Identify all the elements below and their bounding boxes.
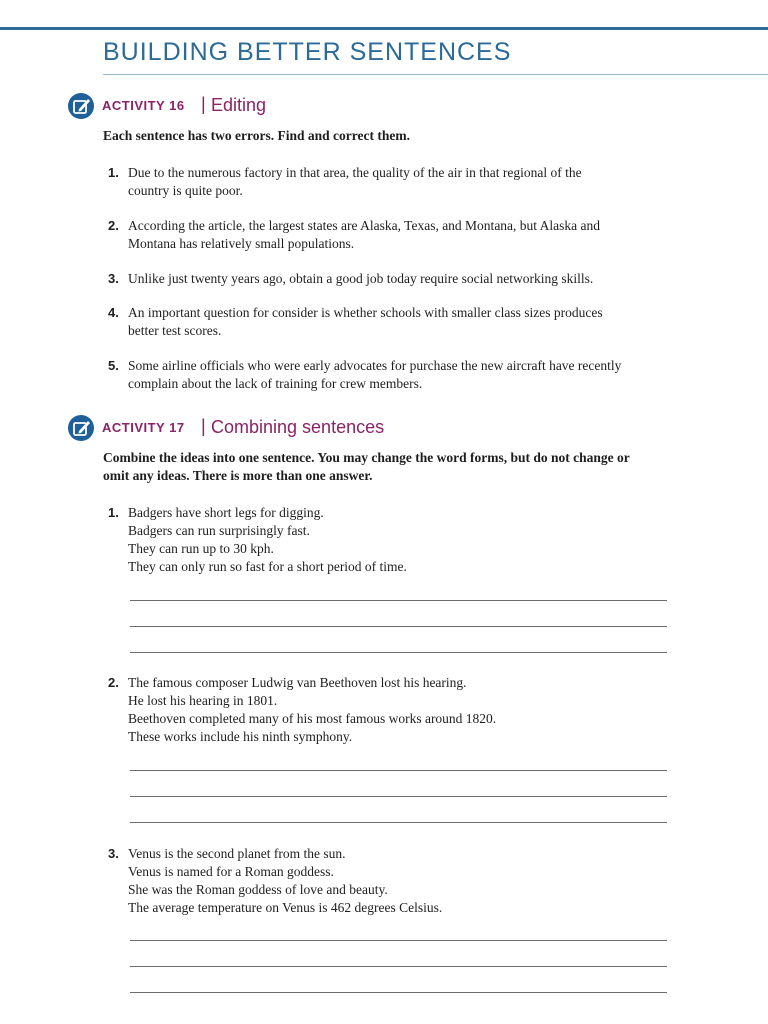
- item-text: [128, 217, 668, 253]
- activity-17-instructions: [103, 449, 663, 485]
- answer-line[interactable]: [130, 992, 667, 993]
- item-text: [128, 270, 668, 288]
- item-text: [128, 304, 668, 340]
- item-line: Badgers have short legs for digging.: [128, 505, 324, 520]
- answer-line[interactable]: [130, 966, 667, 967]
- answer-line[interactable]: [130, 770, 667, 771]
- item-number: 5.: [108, 358, 119, 373]
- item-line: complain about the lack of training for crew members.: [128, 376, 423, 391]
- item-line: Some airline officials who were early advocates for purchase the new aircraft have recently: [128, 358, 622, 373]
- activity-16-label: ACTIVITY 16: [102, 98, 185, 113]
- item-text: [128, 845, 668, 917]
- item-line: Unlike just twenty years ago, obtain a good job today require social networking skills.: [128, 271, 594, 286]
- item-line: They can only run so fast for a short period of time.: [128, 559, 407, 574]
- instructions-line: Combine the ideas into one sentence. You may change the word forms, but do not change or: [103, 450, 630, 465]
- answer-line[interactable]: [130, 796, 667, 797]
- item-line: country is quite poor.: [128, 183, 243, 198]
- item-line: These works include his ninth symphony.: [128, 729, 353, 744]
- item-line: He lost his hearing in 1801.: [128, 693, 278, 708]
- item-line: An important question for consider is whether schools with smaller class sizes produces: [128, 305, 603, 320]
- item-number: 4.: [108, 305, 119, 320]
- instructions-line: omit any ideas. There is more than one answer.: [103, 468, 373, 483]
- activity-16-instructions: Each sentence has two errors. Find and correct them.: [103, 128, 410, 143]
- top-rule: [0, 27, 768, 30]
- item-text: [128, 164, 668, 200]
- pencil-note-icon: [67, 92, 95, 120]
- item-line: better test scores.: [128, 323, 222, 338]
- item-line: Venus is named for a Roman goddess.: [128, 864, 334, 879]
- activity-16-heading: [67, 92, 667, 120]
- item-line: Due to the numerous factory in that area, the quality of the air in that regional of the: [128, 165, 582, 180]
- item-number: 3.: [108, 271, 119, 286]
- activity-16-separator: |: [201, 94, 206, 114]
- activity-17-title: Combining sentences: [211, 417, 385, 437]
- item-line: According the article, the largest states are Alaska, Texas, and Montana, but Alaska and: [128, 218, 601, 233]
- item-number: 1.: [108, 505, 119, 520]
- item-line: The average temperature on Venus is 462 degrees Celsius.: [128, 900, 443, 915]
- answer-line[interactable]: [130, 600, 667, 601]
- item-text: [128, 674, 668, 746]
- item-line: Badgers can run surprisingly fast.: [128, 523, 310, 538]
- activity-17-separator: |: [201, 416, 206, 436]
- answer-line[interactable]: [130, 940, 667, 941]
- item-number: 2.: [108, 675, 119, 690]
- title-rule: [103, 74, 768, 75]
- answer-line[interactable]: [130, 652, 667, 653]
- activity-16-title: Editing: [211, 95, 267, 115]
- item-line: Beethoven completed many of his most famous works around 1820.: [128, 711, 497, 726]
- item-text: [128, 357, 668, 393]
- item-number: 2.: [108, 218, 119, 233]
- answer-line[interactable]: [130, 626, 667, 627]
- item-number: 3.: [108, 846, 119, 861]
- item-line: They can run up to 30 kph.: [128, 541, 274, 556]
- activity-17-label: ACTIVITY 17: [102, 420, 185, 435]
- item-line: The famous composer Ludwig van Beethoven lost his hearing.: [128, 675, 467, 690]
- page-title: BUILDING BETTER SENTENCES: [103, 38, 512, 66]
- item-number: 1.: [108, 165, 119, 180]
- answer-line[interactable]: [130, 822, 667, 823]
- pencil-note-icon: [67, 414, 95, 442]
- item-line: She was the Roman goddess of love and beauty.: [128, 882, 388, 897]
- activity-17-section: [0, 414, 768, 1014]
- item-line: Venus is the second planet from the sun.: [128, 846, 346, 861]
- activity-16-section: [0, 92, 768, 402]
- item-text: [128, 504, 668, 576]
- item-line: Montana has relatively small populations.: [128, 236, 355, 251]
- activity-17-heading: [67, 414, 667, 442]
